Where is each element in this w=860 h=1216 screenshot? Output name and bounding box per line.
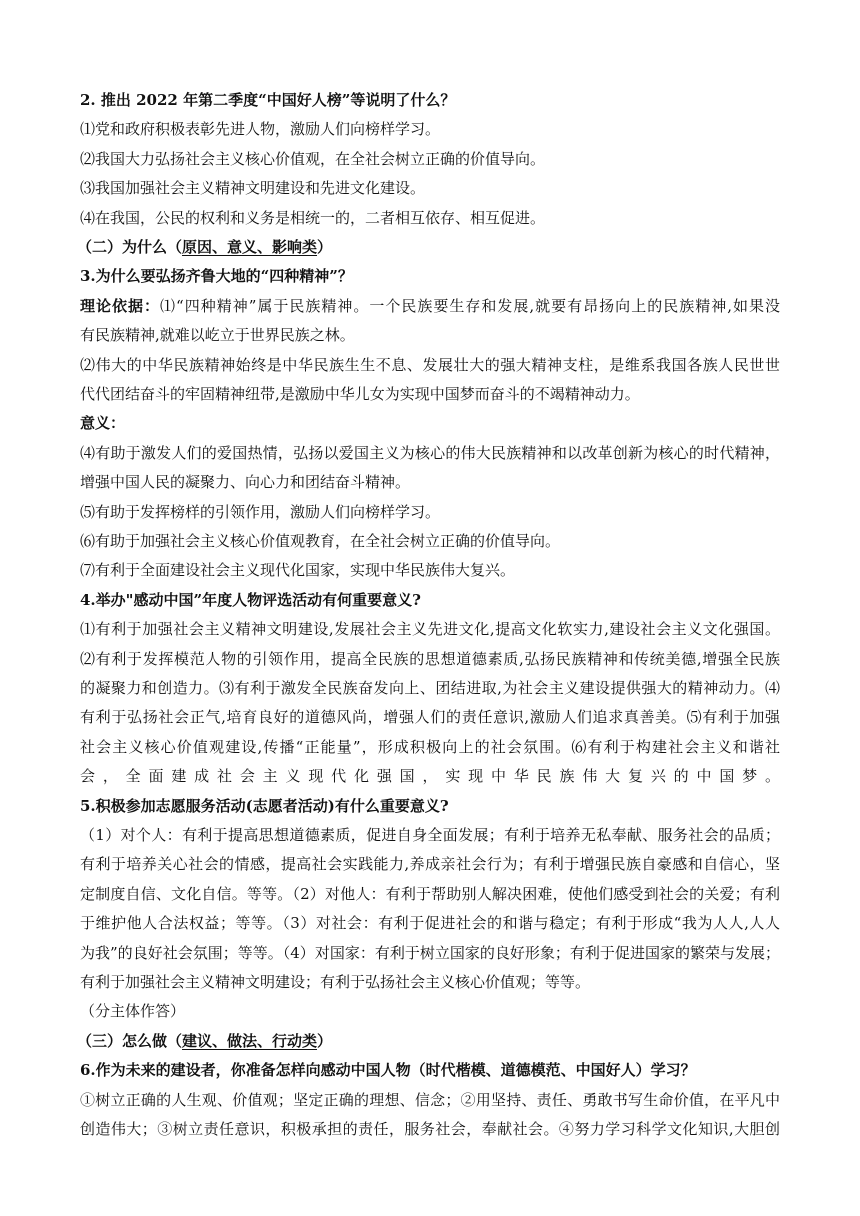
question-5-title: 5.积极参加志愿服务活动(志愿者活动)有什么重要意义? bbox=[80, 796, 449, 815]
question-3-title: 3.为什么要弘扬齐鲁大地的“四种精神”？ bbox=[80, 267, 353, 286]
q6-line-2: 创造伟大；③树立责任意识，积极承担的责任，服务社会，奉献社会。④努力学习科学文化知识,大胆创 bbox=[80, 1119, 780, 1138]
q2-point-3: ⑶我国加强社会主义精神文明建设和先进文化建设。 bbox=[80, 179, 426, 198]
section-why-suffix: ） bbox=[317, 238, 333, 257]
q4-line-6: 会，全面建成社会主义现代化强国，实现中华民族伟大复兴的中国梦。 bbox=[80, 767, 780, 786]
q3-meaning-line-3: ⑸有助于发挥榜样的引领作用，激励人们向榜样学习。 bbox=[80, 502, 441, 521]
q3-basis-line-1 bbox=[80, 292, 780, 321]
section-heading-why bbox=[77, 233, 780, 262]
question-6-title: 6.作为未来的建设者，你准备怎样向感动中国人物（时代楷模、道德模范、中国好人）学习？ bbox=[80, 1061, 696, 1080]
q3-meaning-label: 意义： bbox=[80, 414, 126, 433]
q5-line-5: 为我”的良好社会氛围；等等。（4）对国家：有利于树立国家的良好形象；有利于促进国家的繁荣与发展； bbox=[80, 943, 780, 962]
q4-line-1: ⑴有利于加强社会主义精神文明建设,发展社会主义先进文化,提高文化软实力,建设社会主义文化强国。 bbox=[80, 620, 780, 639]
q4-line-4: 有利于弘扬社会正气,培育良好的道德风尚，增强人们的责任意识,激励人们追求真善美。⑸有利于加强 bbox=[80, 708, 780, 727]
q6-line-1: ①树立正确的人生观、价值观；坚定正确的理想、信念；②用坚持、责任、勇敢书写生命价值，在平凡中 bbox=[80, 1090, 780, 1109]
q3-basis-line-4: 代代团结奋斗的牢固精神纽带,是激励中华儿女为实现中国梦而奋斗的不竭精神动力。 bbox=[80, 385, 640, 404]
question-2-title: 2. 推出 2022 年第二季度“中国好人榜”等说明了什么？ bbox=[80, 91, 456, 109]
q2-point-4: ⑷在我国，公民的权利和义务是相统一的，二者相互依存、相互促进。 bbox=[80, 208, 546, 227]
section-heading-how bbox=[77, 1027, 780, 1056]
question-4-title: 4.举办"感动中国”年度人物评选活动有何重要意义? bbox=[80, 590, 421, 609]
q5-line-1: （1）对个人：有利于提高思想道德素质，促进自身全面发展；有利于培养无私奉献、服务社会的品质； bbox=[80, 826, 780, 845]
q5-line-6: 有利于加强社会主义精神文明建设；有利于弘扬社会主义核心价值观；等等。 bbox=[80, 972, 591, 991]
q5-note: （分主体作答） bbox=[80, 1002, 186, 1021]
q3-meaning-line-5: ⑺有利于全面建设社会主义现代化国家，实现中华民族伟大复兴。 bbox=[80, 561, 516, 580]
section-how-suffix: ） bbox=[317, 1031, 333, 1050]
section-why-underlined: 原因、意义、影响类 bbox=[182, 238, 318, 257]
q4-line-2: ⑵有利于发挥模范人物的引领作用，提高全民族的思想道德素质,弘扬民族精神和传统美德,增强全民族 bbox=[80, 649, 780, 668]
q2-point-1: ⑴党和政府积极表彰先进人物，激励人们向榜样学习。 bbox=[80, 120, 441, 139]
q4-line-3: 的凝聚力和创造力。⑶有利于激发全民族奋发向上、团结进取,为社会主义建设提供强大的精神动力。⑷ bbox=[80, 679, 780, 698]
section-how-prefix: （三）怎么做（ bbox=[77, 1031, 183, 1050]
q4-line-5: 社会主义核心价值观建设,传播“正能量”，形成积极向上的社会氛围。⑹有利于构建社会主义和谐社 bbox=[80, 737, 780, 756]
q2-point-2: ⑵我国大力弘扬社会主义核心价值观，在全社会树立正确的价值导向。 bbox=[80, 149, 546, 168]
q3-basis-label: 理论依据： bbox=[80, 296, 161, 315]
q5-line-2: 有利于培养关心社会的情感，提高社会实践能力,养成亲社会行为；有利于增强民族自豪感和自信心，坚 bbox=[80, 855, 780, 874]
q3-basis-text-1: ⑴“四种精神”属于民族精神。一个民族要生存和发展,就要有昂扬向上的民族精神,如果没 bbox=[160, 296, 780, 315]
q3-basis-line-3: ⑵伟大的中华民族精神始终是中华民族生生不息、发展壮大的强大精神支柱，是维系我国各族人民世世 bbox=[80, 355, 780, 374]
q3-basis-line-2: 有民族精神,就难以屹立于世界民族之林。 bbox=[80, 326, 355, 345]
q3-meaning-line-4: ⑹有助于加强社会主义核心价值观教育，在全社会树立正确的价值导向。 bbox=[80, 532, 561, 551]
section-how-underlined: 建议、做法、行动类 bbox=[182, 1031, 318, 1050]
q3-meaning-line-2: 增强中国人民的凝聚力、向心力和团结奋斗精神。 bbox=[80, 473, 411, 492]
q5-line-4: 于维护他人合法权益；等等。（3）对社会：有利于促进社会的和谐与稳定；有利于形成“我为人人,人人 bbox=[80, 914, 780, 933]
section-why-prefix: （二）为什么（ bbox=[77, 238, 183, 257]
q5-line-3: 定制度自信、文化自信。等等。（2）对他人：有利于帮助别人解决困难，使他们感受到社会的关爱；有利 bbox=[80, 884, 780, 903]
q3-meaning-line-1: ⑷有助于激发人们的爱国热情，弘扬以爱国主义为核心的伟大民族精神和以改革创新为核心的时代精神， bbox=[80, 443, 780, 462]
